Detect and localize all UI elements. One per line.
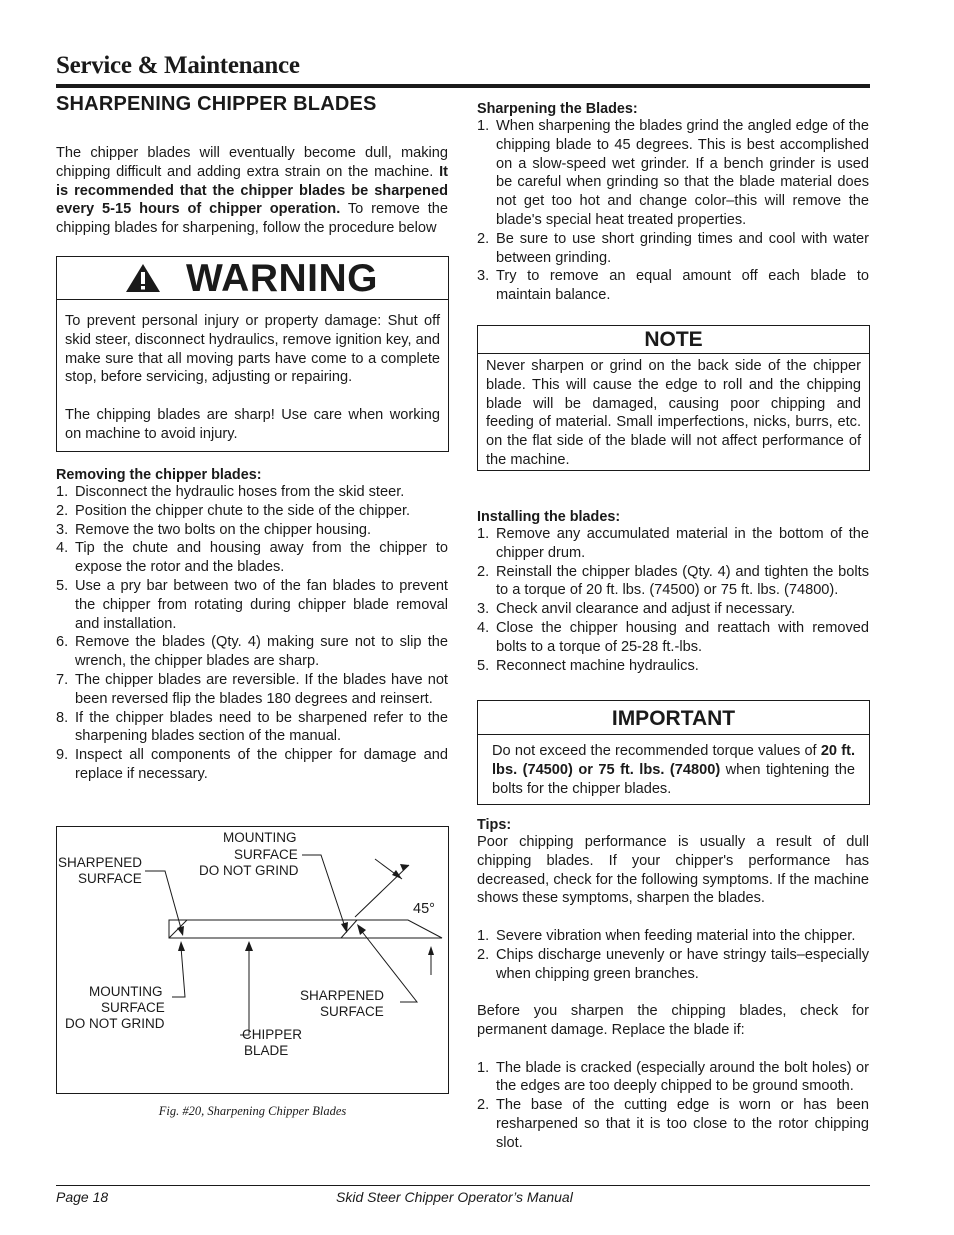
list-number: 2. (477, 946, 490, 963)
sharpening-title: Sharpening the Blades: (477, 101, 638, 117)
label-mounting-top-3: DO NOT GRIND (199, 863, 299, 878)
section-title: Service & Maintenance (56, 52, 300, 79)
installing-step (477, 563, 869, 601)
angle-guide-line (355, 865, 409, 917)
installing-section (477, 509, 869, 675)
manual-title: Skid Steer Chipper Operator’s Manual (336, 1189, 573, 1205)
list-text: The chipper blades are reversible. If the blades have not been reversed flip the blades 180 degrees and reinsert. (75, 671, 448, 707)
label-chipper-blade-2: BLADE (244, 1043, 289, 1058)
note-box (477, 325, 870, 471)
replace-item (477, 1096, 869, 1152)
replace-list (477, 1059, 869, 1153)
warning-paragraph-1: To prevent personal injury or property damage: Shut off skid steer, disconnect hydraulics, remove ignition key, and make sure that all moving parts have come to a complete stop, before servicing, adjusting or repairing. (65, 313, 440, 386)
installing-title: Installing the blades: (477, 509, 621, 525)
list-text: Position the chipper chute to the side of the chipper. (75, 502, 411, 519)
list-text: Check anvil clearance and adjust if necessary. (496, 601, 796, 618)
leader-mounting-bottom (172, 947, 185, 997)
header-rule (56, 84, 870, 88)
removing-title: Removing the chipper blades: (56, 467, 262, 483)
label-mounting-top-1: MOUNTING (223, 830, 297, 845)
label-sharpened-bottom-1: SHARPENED (300, 988, 385, 1003)
list-number: 1. (477, 118, 490, 134)
list-text: Be sure to use short grinding times and cool with water between grinding. (496, 230, 869, 266)
leader-sharpened-top (145, 871, 182, 932)
figure-caption: Fig. #20, Sharpening Chipper Blades (158, 1104, 347, 1118)
list-text: Tip the chute and housing away from the chipper to expose the rotor and the blades. (75, 540, 448, 576)
removing-step (56, 709, 448, 747)
list-number: 4. (477, 619, 490, 636)
list-text: Reconnect machine hydraulics. (496, 657, 699, 674)
warning-body (57, 300, 448, 444)
list-text: Chips discharge unevenly or have stringy tails–especially when chipping green branches. (496, 946, 869, 982)
replace-intro: Before you sharpen the chipping blades, check for permanent damage. Replace the blade if: (477, 1003, 869, 1038)
list-text: When sharpening the blades grind the angled edge of the chipping blade to 45 degrees. This is best accomplished on a slow-speed wet grinder. If a bench grinder is used be careful when grinding so that the blade material does not get too hot and change color–this will remove the blade's special heat treated properties. (496, 118, 869, 228)
list-number: 7. (56, 671, 69, 688)
list-number: 2. (56, 502, 69, 519)
sharpening-section (477, 101, 869, 305)
list-number: 9. (56, 747, 69, 764)
list-text: Disconnect the hydraulic hoses from the skid steer. (75, 484, 405, 500)
list-number: 1. (56, 484, 69, 500)
list-text: Reinstall the chipper blades (Qty. 4) and tighten the bolts to a torque of 20 ft. lbs. (74500) or 75 ft. lbs. (74800). (496, 563, 869, 599)
removing-step (56, 746, 448, 784)
figure-box (56, 826, 449, 1094)
list-text: Close the chipper housing and reattach with removed bolts to a torque of 25-28 ft.-lbs. (496, 619, 869, 655)
removing-steps (56, 483, 448, 784)
installing-step (477, 600, 869, 619)
leader-chipper-blade (240, 947, 249, 1035)
intro-paragraph: The chipper blades will eventually become dull, making chipping difficult and adding extra strain on the machine. It is recommended that the chipper blades be sharpened every 5-15 hours of chipper operation. To remove the chipping blades for sharpening, follow the procedure below (56, 145, 448, 237)
list-number: 5. (56, 577, 69, 594)
removing-step (56, 633, 448, 671)
list-text: Use a pry bar between two of the fan blades to prevent the chipper from rotating during chipper blade removal and installation. (75, 577, 448, 632)
label-sharpened-top-2: SURFACE (78, 871, 142, 886)
list-text: The base of the cutting edge is worn or has been resharpened so that it is too close to the rotor chipping slot. (496, 1097, 869, 1151)
label-chipper-blade-1: CHIPPER (242, 1027, 303, 1042)
list-text: Remove the blades (Qty. 4) making sure not to slip the wrench, the chipper blades are sharp. (75, 634, 448, 670)
list-number: 2. (477, 230, 490, 247)
label-mounting-top-2: SURFACE (234, 847, 298, 862)
list-text: If the chipper blades need to be sharpened refer to the sharpening blades section of the manual. (75, 709, 448, 745)
label-sharpened-bottom-2: SURFACE (320, 1004, 384, 1019)
sharpening-step (477, 267, 869, 305)
list-number: 3. (56, 521, 69, 538)
chipper-blade-shape (169, 920, 442, 938)
list-number: 4. (56, 540, 69, 557)
warning-title: WARNING (186, 257, 378, 300)
removing-step (56, 539, 448, 577)
warning-header (57, 257, 448, 300)
tips-title: Tips: (477, 817, 512, 833)
symptom-item (477, 927, 869, 946)
sharpening-step (477, 230, 869, 268)
blade-diagram (57, 827, 448, 1093)
list-text: Severe vibration when feeding material into the chipper. (496, 927, 856, 944)
list-text: Inspect all components of the chipper for damage and replace if necessary. (75, 747, 448, 782)
list-number: 1. (477, 927, 490, 944)
installing-steps (477, 525, 869, 675)
note-text: Never sharpen or grind on the back side of the chipper blade. This will cause the edge to roll and the chipping blade will be damaged, causing poor chipping and feeding of material. Small imperfections, nicks, burrs, etc. on the flat side of the blade will not affect performance of the machine. (486, 358, 861, 468)
sharpening-step (477, 117, 869, 230)
list-text: Remove the two bolts on the chipper housing. (75, 521, 372, 538)
footer-rule (56, 1185, 870, 1186)
important-text: Do not exceed the recommended torque values of 20 ft. lbs. (74500) or 75 ft. lbs. (74800) when tightening the bolts for the chipper blades. (492, 743, 856, 797)
important-title: IMPORTANT (478, 701, 869, 735)
list-number: 2. (477, 1097, 490, 1114)
list-text: Try to remove an equal amount off each blade to maintain balance. (496, 268, 869, 304)
removing-step (56, 521, 448, 540)
symptom-item (477, 946, 869, 984)
warning-box (56, 256, 449, 452)
warning-triangle-icon (125, 263, 161, 293)
removing-step (56, 577, 448, 633)
label-angle: 45° (413, 901, 435, 917)
list-text: The blade is cracked (especially around the bolt holes) or the edges are too deeply chipped to be ground smooth. (496, 1059, 869, 1095)
removing-step (56, 502, 448, 521)
tips-intro: Poor chipping performance is usually a result of dull chipping blades. If your chipper's performance has decreased, check for the following symptoms. If the machine shows these symptoms, sharpen the blades. (477, 834, 869, 907)
page-heading: SHARPENING CHIPPER BLADES (56, 93, 377, 115)
removing-step (56, 483, 448, 502)
note-title: NOTE (478, 326, 869, 354)
removing-section (56, 467, 448, 784)
label-sharpened-top-1: SHARPENED (58, 855, 143, 870)
list-number: 6. (56, 634, 69, 651)
list-number: 1. (477, 526, 490, 542)
symptoms-list (477, 927, 869, 983)
installing-step (477, 525, 869, 563)
warning-paragraph-2: The chipping blades are sharp! Use care when working on machine to avoid injury. (65, 406, 440, 442)
installing-step (477, 657, 869, 676)
leader-mounting-top (302, 855, 345, 927)
replace-item (477, 1059, 869, 1097)
list-number: 5. (477, 657, 490, 674)
important-box (477, 700, 870, 805)
list-number: 8. (56, 709, 69, 726)
label-mounting-bottom-1: MOUNTING (89, 984, 163, 999)
list-number: 2. (477, 563, 490, 580)
list-number: 3. (477, 268, 490, 285)
list-text: Remove any accumulated material in the bottom of the chipper drum. (496, 526, 869, 561)
tips-section (477, 817, 869, 1153)
list-number: 3. (477, 601, 490, 618)
removing-step (56, 671, 448, 709)
label-mounting-bottom-2: SURFACE (101, 1000, 165, 1015)
installing-step (477, 619, 869, 657)
list-number: 1. (477, 1059, 490, 1076)
sharpening-steps (477, 117, 869, 305)
page-number: Page 18 (56, 1189, 109, 1205)
label-mounting-bottom-3: DO NOT GRIND (65, 1016, 165, 1031)
